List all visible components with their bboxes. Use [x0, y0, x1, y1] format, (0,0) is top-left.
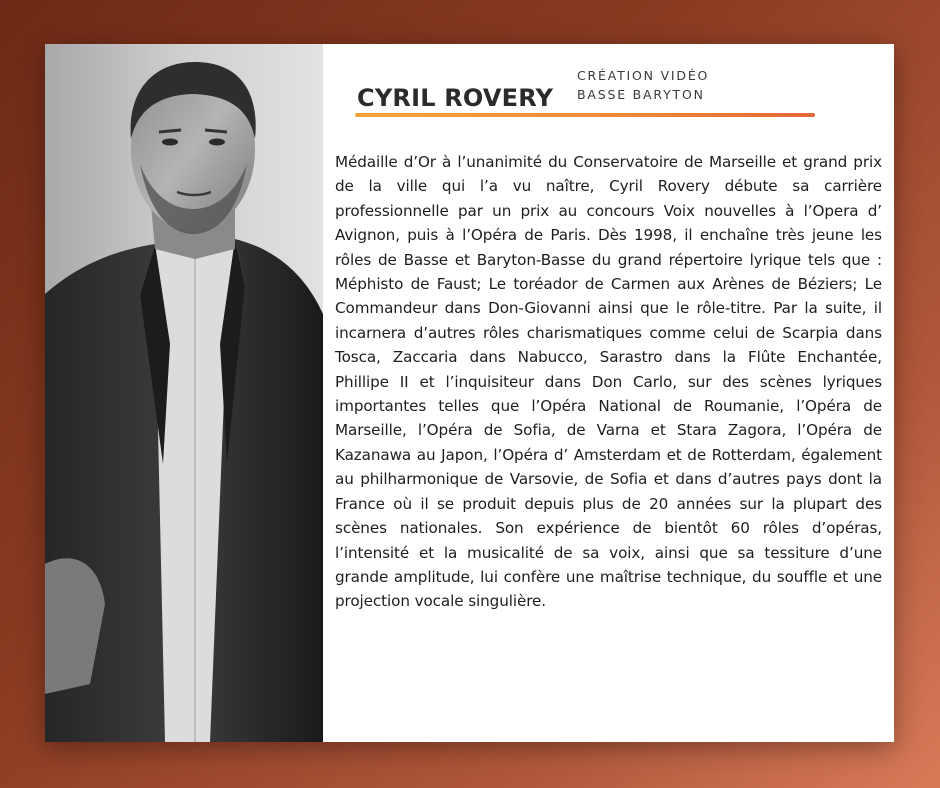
biography-text: Médaille d’Or à l’unanimité du Conservatoire de Marseille et grand prix de la ville qui l’a vu naître, Cyril Rovery débute sa carrière professionnelle par un prix au concours Voix nouvelles à l’Opera d’ Avignon, puis à l’Opéra de Paris. Dès 1998, il enchaîne très jeune les rôles de Basse et Baryton-Basse du grand répertoire lyrique tels que : Méphisto de Faust; Le toréador de Carmen aux Arènes de Béziers; Le Commandeur dans Don-Giovanni ainsi que le rôle-titre. Par la suite, il incarnera d’autres rôles charismatiques comme celui de Scarpia dans Tosca, Zaccaria dans Nabucco, Sarastro dans la Flûte Enchantée, Phillipe II et l’inquisiteur dans Don Carlo, sur des scènes lyriques importantes telles que l’Opéra National de Roumanie, l’Opéra de Marseille, l’Opéra de Sofia, de Varna et Stara Zagora, l’Opéra de Kazanawa au Japon, l’Opéra d’ Amsterdam et de Rotterdam, également au philharmonique de Varsovie, de Sofia et dans d’autres pays dont la France où il se produit depuis plus de 20 années sur la plupart des scènes nationales. Son expérience de bientôt 60 rôles d’opéras, l’intensité et la musicalité de sa voix, ainsi que sa tessiture d’une grande amplitude, lui confère une maîtrise technique, du souffle et une projection vocale singulière.: [335, 153, 882, 611]
subtitle-line-2: BASSE BARYTON: [577, 87, 705, 102]
accent-divider: [355, 113, 815, 117]
subtitle-line-1: CRÉATION VIDÉO: [577, 68, 710, 83]
portrait-photo: [45, 44, 323, 742]
artist-subtitle: [577, 66, 709, 104]
profile-card: [45, 44, 894, 742]
artist-name: CYRIL ROVERY: [357, 84, 554, 112]
